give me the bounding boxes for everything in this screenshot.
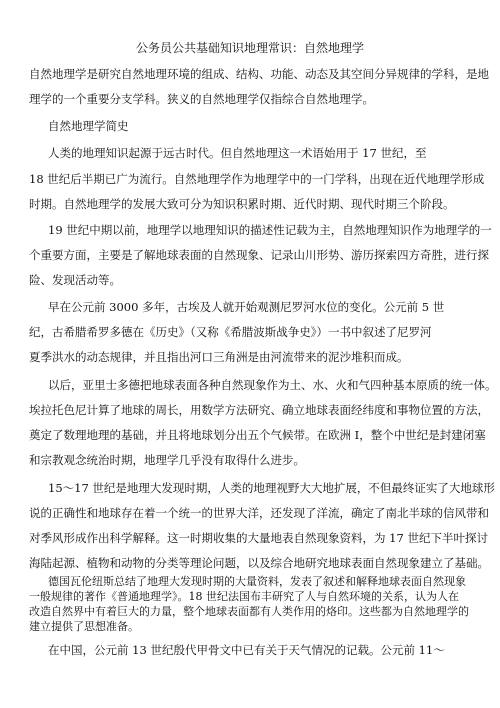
paragraph-line: 埃拉托色尼计算了地球的周长，用数学方法研究、确立地球表面经纬度和事物位置的方法， bbox=[29, 403, 489, 417]
paragraph-line: 建立提供了思想准备。 bbox=[29, 620, 139, 633]
paragraph-line: 奠定了数理地理的基础，并且将地球划分出五个气候带。在欧洲 I，整个中世纪是封建闭塞 bbox=[29, 428, 486, 442]
paragraph-line: 18 世纪后半期已广为流行。自然地理学作为地理学中的一门学科，出现在近代地理学形成 bbox=[29, 172, 485, 186]
paragraph-line: 个重要方面，主要是了解地球表面的自然现象、记录山川形势、游历探索四方奇胜，进行探 bbox=[29, 248, 489, 262]
paragraph-line: 说的正确性和地球存在着一个统一的世界大洋，还发现了洋流，确定了南北半球的信风带和 bbox=[29, 506, 489, 520]
paragraph-line: 时期。自然地理学的发展大致可分为知识积累时期、近代时期、现代时期三个阶段。 bbox=[29, 197, 455, 211]
paragraph-line: 15～17 世纪是地理大发现时期，人类的地理视野大大地扩展，不但最终证实了大地球形 bbox=[48, 481, 495, 495]
paragraph-line: 自然地理学是研究自然地理环境的组成、结构、功能、动态及其空间分异规律的学科，是地 bbox=[29, 67, 489, 81]
paragraph-line: 19 世纪中期以前，地理学以地理知识的描述性记载为主，自然地理知识作为地理学的一 bbox=[48, 223, 492, 237]
paragraph-line: 险、发现活动等。 bbox=[29, 273, 121, 287]
paragraph-line: 以后，亚里士多德把地球表面各种自然现象作为土、水、火和气四种基本原质的统一体。 bbox=[48, 378, 497, 392]
paragraph-line: 人类的地理知识起源于远古时代。但自然地理这一术语始用于 17 世纪，至 bbox=[48, 146, 427, 160]
document-title: 公务员公共基础知识地理常识：自然地理学 bbox=[135, 41, 364, 55]
paragraph-line: 纪，古希腊希罗多德在《历史》（又称《希腊波斯战争史》）一书中叙述了尼罗河 bbox=[29, 325, 432, 339]
paragraph-line: 夏季洪水的动态规律，并且指出河口三角洲是由河流带来的泥沙堆积而成。 bbox=[29, 350, 409, 364]
paragraph-line: 理学的一个重要分支学科。狭义的自然地理学仅指综合自然地理学。 bbox=[29, 92, 374, 106]
paragraph-line: 海陆起源、植物和动物的分类等理论问题，以及综合地研究地球表面自然现象建立了基础。 bbox=[29, 556, 489, 570]
paragraph-line: 德国瓦伦纽斯总结了地理大发现时期的大量资料，发表了叙述和解释地球表面自然现象 bbox=[48, 575, 466, 588]
paragraph-line: 早在公元前 3000 多年，古埃及人就开始观测尼罗河水位的变化。公元前 5 世 bbox=[48, 300, 445, 314]
paragraph-line: 改造自然界中有着巨大的力量，整个地球表面都有人类作用的烙印。这些都为自然地理学的 bbox=[29, 605, 469, 618]
paragraph-line: 对季风形成作出科学解释。这一时期收集的大量地表自然现象资料，为 17 世纪下半叶探讨 bbox=[29, 531, 488, 545]
paragraph-line: 和宗教观念统治时期，地理学几乎没有取得什么进步。 bbox=[29, 453, 305, 467]
paragraph-line: 一般规律的著作《普通地理学》。18 世纪法国布丰研究了人与自然环境的关系，认为人在 bbox=[29, 590, 459, 603]
paragraph-line: 在中国，公元前 13 世纪殷代甲骨文中已有关于天气情况的记载。公元前 11～ bbox=[48, 643, 445, 657]
section-heading: 自然地理学简史 bbox=[48, 119, 129, 133]
